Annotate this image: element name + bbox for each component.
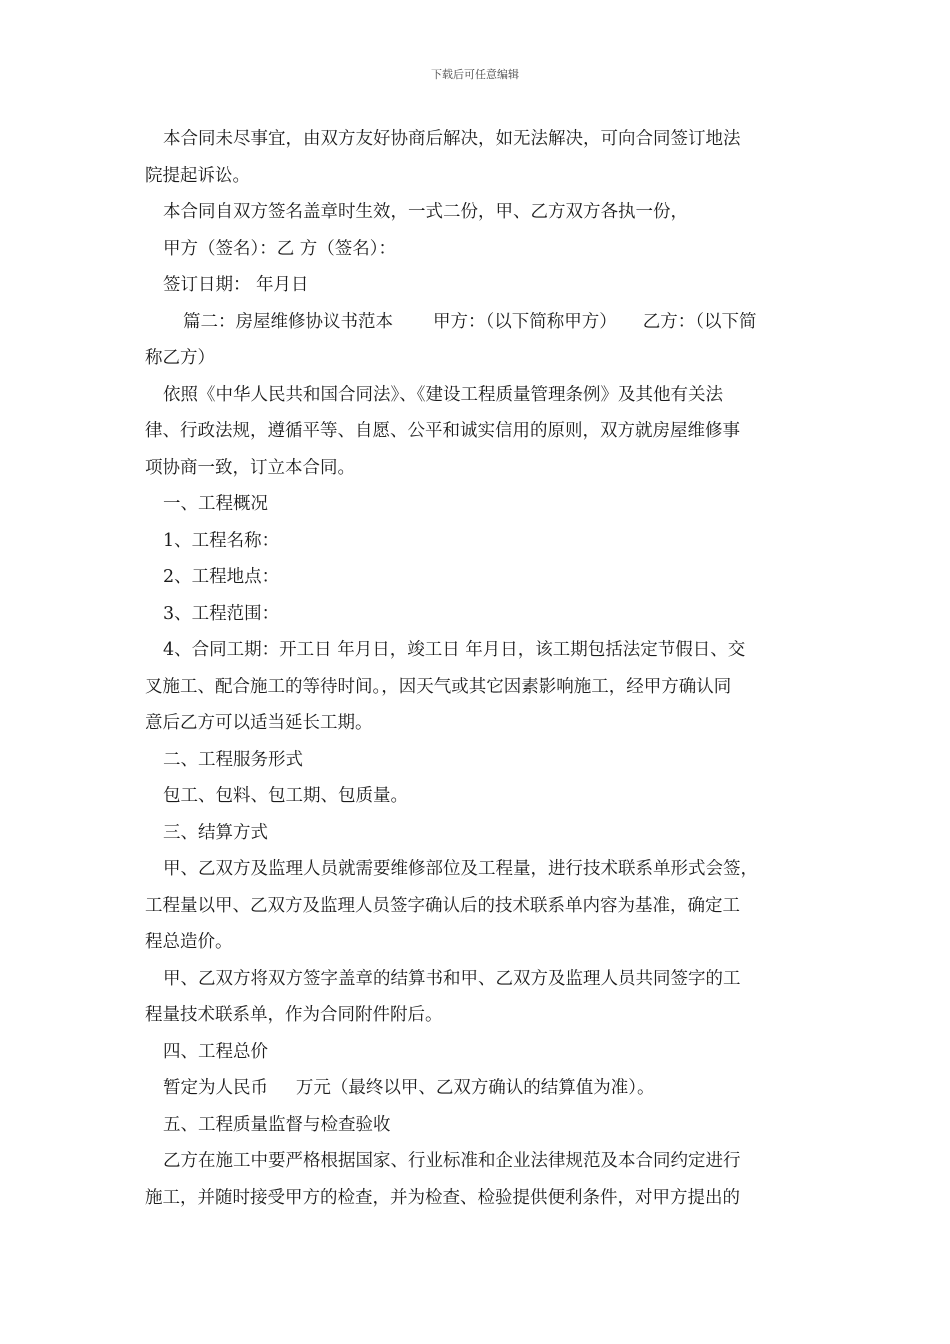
paragraph-line: 施工，并随时接受甲方的检查，并为检查、检验提供便利条件，对甲方提出的 bbox=[145, 1187, 740, 1208]
list-item: 1、工程名称： bbox=[163, 530, 280, 551]
paragraph-line: 工程量以甲、乙双方及监理人员签字确认后的技术联系单内容为基准，确定工 bbox=[145, 895, 740, 916]
paragraph-line: 程总造价。 bbox=[145, 932, 233, 952]
paragraph-line: 本合同自双方签名盖章时生效，一式二份，甲、乙方双方各执一份， bbox=[163, 202, 688, 222]
list-item: 3、工程范围： bbox=[163, 603, 280, 624]
paragraph-line: 项协商一致，订立本合同。 bbox=[145, 457, 355, 478]
list-item: 2、工程地点： bbox=[163, 567, 280, 587]
paragraph-line: 甲、乙双方将双方签字盖章的结算书和甲、乙双方及监理人员共同签字的工 bbox=[163, 968, 741, 989]
paragraph-line: 本合同未尽事宜，由双方友好协商后解决，如无法解决，可向合同签订地法 bbox=[163, 129, 741, 149]
heading-line: 五、工程质量监督与检查验收 bbox=[163, 1114, 391, 1135]
heading-line: 一、工程概况 bbox=[163, 494, 268, 514]
document-body bbox=[145, 121, 810, 1216]
paragraph-line: 甲、乙双方及监理人员就需要维修部位及工程量，进行技术联系单形式会签， bbox=[163, 859, 758, 879]
paragraph-line: 院提起诉讼。 bbox=[145, 165, 250, 186]
heading-line: 二、工程服务形式 bbox=[163, 749, 303, 770]
signature-line: 甲方（签名）：乙 方（签名）： bbox=[163, 238, 397, 259]
party-a-label: 甲方：（以下简称甲方） bbox=[433, 311, 617, 332]
heading-line: 四、工程总价 bbox=[163, 1041, 268, 1062]
paragraph-line: 律、行政法规，遵循平等、自愿、公平和诚实信用的原则，双方就房屋维修事 bbox=[145, 421, 740, 441]
section-title-line bbox=[145, 304, 810, 341]
paragraph-line: 意后乙方可以适当延长工期。 bbox=[145, 713, 373, 733]
party-b-label: 乙方：（以下简 bbox=[642, 311, 757, 332]
paragraph-line: 叉施工、配合施工的等待时间。，因天气或其它因素影响施工，经甲方确认同 bbox=[145, 676, 732, 697]
list-item: 4、合同工期：开工日 年月日，竣工日 年月日，该工期包括法定节假日、交 bbox=[163, 640, 746, 660]
paragraph-line: 包工、包料、包工期、包质量。 bbox=[163, 786, 408, 806]
paragraph-line: 称乙方） bbox=[145, 348, 215, 368]
paragraph-line: 乙方在施工中要严格根据国家、行业标准和企业法律规范及本合同约定进行 bbox=[163, 1151, 741, 1171]
sign-date-line: 签订日期： 年月日 bbox=[163, 275, 309, 295]
paragraph-line: 程量技术联系单，作为合同附件附后。 bbox=[145, 1005, 443, 1025]
section-title: 篇二：房屋维修协议书范本 bbox=[183, 311, 393, 332]
heading-line: 三、结算方式 bbox=[163, 822, 268, 843]
paragraph-line: 依照《中华人民共和国合同法》、《建设工程质量管理条例》及其他有关法 bbox=[163, 384, 723, 405]
paragraph-line: 暂定为人民币 万元（最终以甲、乙双方确认的结算值为准）。 bbox=[163, 1078, 655, 1098]
page-header-note: 下载后可任意编辑 bbox=[431, 68, 519, 81]
